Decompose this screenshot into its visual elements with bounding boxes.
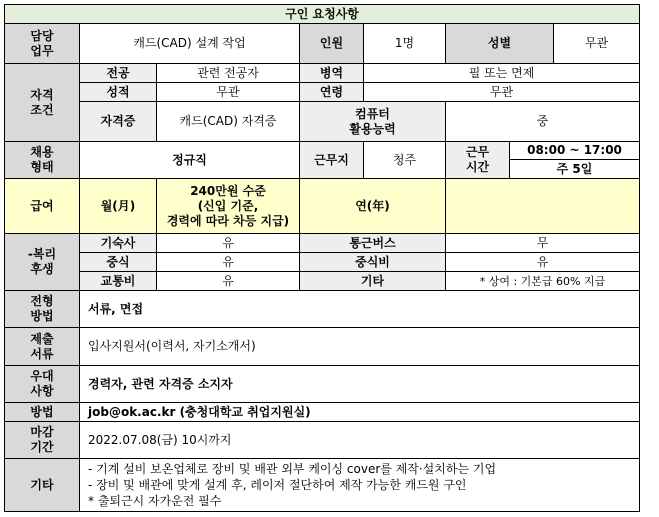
transport-label: 교통비 (80, 272, 157, 291)
misc-label: 기타 (4, 459, 80, 512)
documents-label: 제출 서류 (4, 328, 80, 366)
location-value: 청주 (364, 142, 446, 179)
salary-annual-label: 연(年) (300, 179, 446, 234)
age-value: 무관 (364, 83, 640, 102)
age-label: 연령 (300, 83, 364, 102)
hours-value: 08:00 ~ 17:00 (510, 142, 640, 160)
computer-label: 컴퓨터 활용능력 (300, 102, 446, 142)
job-request-table (4, 4, 640, 512)
qualifications-label: 자격 조건 (4, 64, 80, 142)
employment-label: 채용 형태 (4, 142, 80, 179)
shuttle-label: 통근버스 (300, 234, 446, 253)
certificate-label: 자격증 (80, 102, 157, 142)
benefits-label: -복리 후생 (4, 234, 80, 291)
salary-monthly-value: 240만원 수준 (신입 기준, 경력에 따라 차등 지급) (157, 179, 300, 234)
grades-value: 무관 (157, 83, 300, 102)
misc-note-1: - 기계 설비 보온업체로 장비 및 배관 외부 케이싱 cover를 제작·설치하는 기업 (88, 462, 497, 476)
hours-label: 근무 시간 (446, 142, 510, 179)
major-value: 관련 전공자 (157, 64, 300, 83)
misc-note-2: - 장비 및 배관에 맞게 설계 후, 레이저 절단하여 제작 가능한 캐드원 구인 (88, 478, 467, 492)
benefits-other-value: * 상여 : 기본급 60% 지급 (446, 272, 640, 291)
headcount-value: 1명 (364, 24, 446, 64)
table-title: 구인 요청사항 (4, 4, 640, 24)
documents-value: 입사지원서(이력서, 자기소개서) (80, 328, 640, 366)
salary-monthly-label: 월(月) (80, 179, 157, 234)
preference-label: 우대 사항 (4, 366, 80, 403)
dormitory-label: 기숙사 (80, 234, 157, 253)
duty-label: 담당 업무 (4, 24, 80, 64)
selection-value: 서류, 면접 (80, 291, 640, 328)
certificate-value: 캐드(CAD) 자격증 (157, 102, 300, 142)
method-label: 방법 (4, 403, 80, 422)
lunch-value: 유 (157, 253, 300, 272)
transport-value: 유 (157, 272, 300, 291)
location-label: 근무지 (300, 142, 364, 179)
shuttle-value: 무 (446, 234, 640, 253)
military-label: 병역 (300, 64, 364, 83)
computer-value: 중 (446, 102, 640, 142)
dinner-value: 유 (446, 253, 640, 272)
gender-label: 성별 (446, 24, 554, 64)
deadline-value: 2022.07.08(금) 10시까지 (80, 422, 640, 459)
dormitory-value: 유 (157, 234, 300, 253)
days-value: 주 5일 (510, 160, 640, 179)
major-label: 전공 (80, 64, 157, 83)
salary-label: 급여 (4, 179, 80, 234)
duty-value: 캐드(CAD) 설계 작업 (80, 24, 300, 64)
benefits-other-label: 기타 (300, 272, 446, 291)
preference-value: 경력자, 관련 자격증 소지자 (80, 366, 640, 403)
employment-value: 정규직 (80, 142, 300, 179)
headcount-label: 인원 (300, 24, 364, 64)
selection-label: 전형 방법 (4, 291, 80, 328)
misc-note-3: * 출퇴근시 자가운전 필수 (88, 494, 222, 508)
dinner-label: 중식비 (300, 253, 446, 272)
misc-notes (80, 459, 640, 512)
deadline-label: 마감 기간 (4, 422, 80, 459)
grades-label: 성적 (80, 83, 157, 102)
military-value: 필 또는 면제 (364, 64, 640, 83)
gender-value: 무관 (554, 24, 640, 64)
method-value: job@ok.ac.kr (충청대학교 취업지원실) (80, 403, 640, 422)
salary-annual-value (446, 179, 640, 234)
lunch-label: 중식 (80, 253, 157, 272)
